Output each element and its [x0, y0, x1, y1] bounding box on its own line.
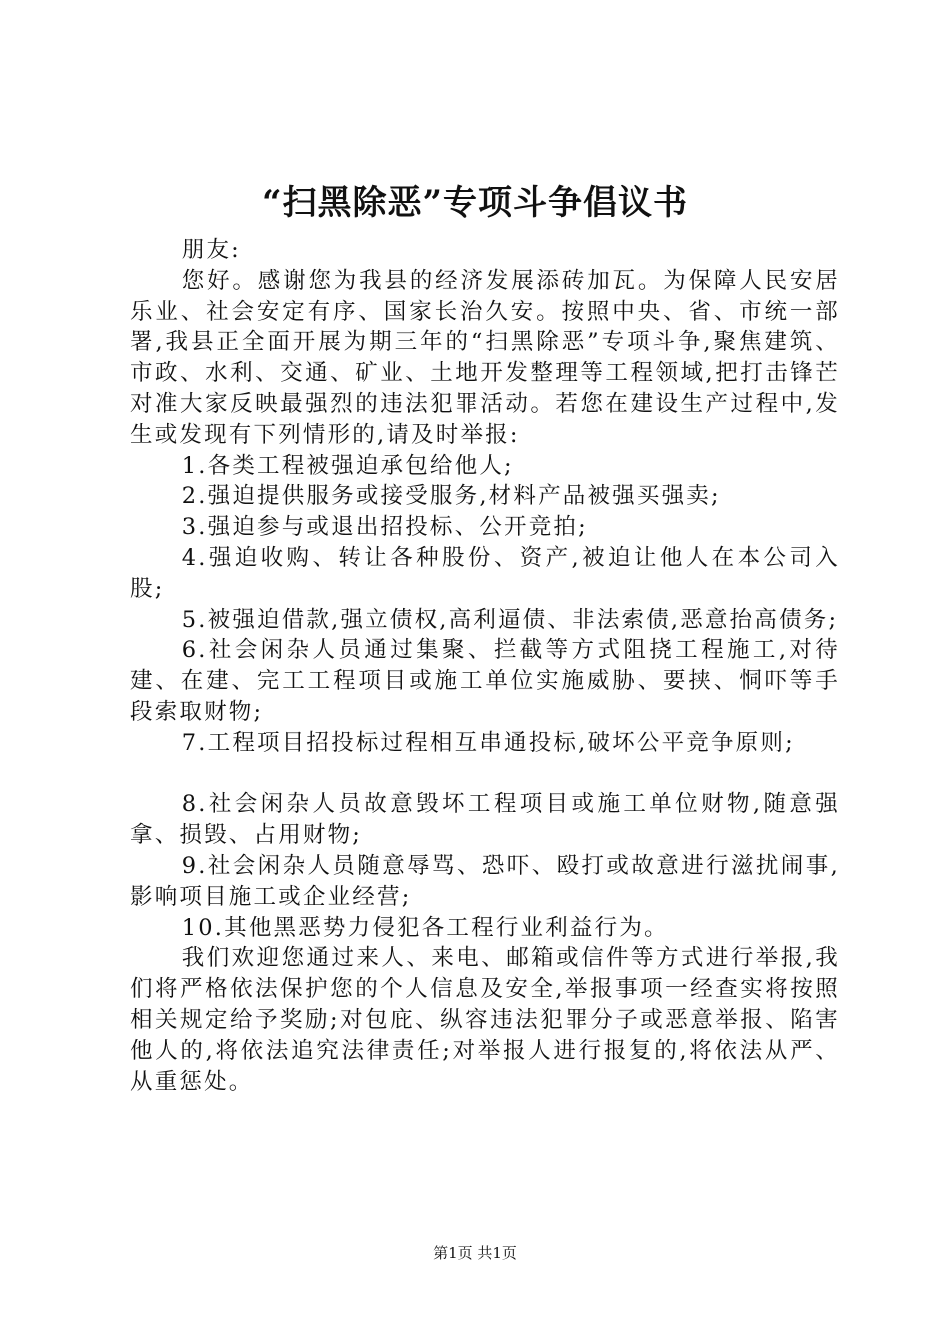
- list-item-2: 2.强迫提供服务或接受服务,材料产品被强买强卖;: [181, 483, 721, 510]
- closing-paragraph: 我们欢迎您通过来人、来电、邮箱或信件等方式进行举报,我们将严格依法保护您的个人信息及安全,举报事项一经查实将按照相关规定给予奖励;对包庇、纵容违法犯罪分子或恶意举报、陷害他人的,将依法追究法律责任;对举报人进行报复的,将依法从严、从重惩处。: [130, 945, 840, 1095]
- list-item-6: 6.社会闲杂人员通过集聚、拦截等方式阻挠工程施工,对待建、在建、完工工程项目或施工单位实施威胁、要挟、恫吓等手段索取财物;: [130, 637, 840, 725]
- blank-line: [130, 759, 840, 790]
- document-title: “扫黑除恶”专项斗争倡议书: [261, 183, 689, 223]
- list-item-7: 7.工程项目招投标过程相互串通投标,破坏公平竞争原则;: [181, 729, 795, 756]
- list-item-5: 5.被强迫借款,强立债权,高利逼债、非法索债,恶意抬高债务;: [181, 606, 839, 633]
- greeting: 朋友:: [181, 237, 241, 263]
- list-item-1: 1.各类工程被强迫承包给他人;: [181, 452, 514, 479]
- list-item-3: 3.强迫参与或退出招投标、公开竞拍;: [181, 514, 588, 541]
- list-item-4: 4.强迫收购、转让各种股份、资产,被迫让他人在本公司入股;: [130, 544, 840, 602]
- list-item-8: 8.社会闲杂人员故意毁坏工程项目或施工单位财物,随意强拿、损毁、占用财物;: [130, 791, 840, 849]
- list-item-10: 10.其他黑恶势力侵犯各工程行业利益行为。: [181, 914, 669, 941]
- page-footer: 第1页 共1页: [433, 1244, 517, 1262]
- list-item-9: 9.社会闲杂人员随意辱骂、恐吓、殴打或故意进行滋扰闹事,影响项目施工或企业经营;: [130, 852, 840, 910]
- document-body: [130, 235, 840, 1097]
- intro-paragraph: 您好。感谢您为我县的经济发展添砖加瓦。为保障人民安居乐业、社会安定有序、国家长治久安。按照中央、省、市统一部署,我县正全面开展为期三年的“扫黑除恶”专项斗争,聚焦建筑、市政、水利、交通、矿业、土地开发整理等工程领域,把打击锋芒对准大家反映最强烈的违法犯罪活动。若您在建设生产过程中,发生或发现有下列情形的,请及时举报:: [130, 267, 840, 448]
